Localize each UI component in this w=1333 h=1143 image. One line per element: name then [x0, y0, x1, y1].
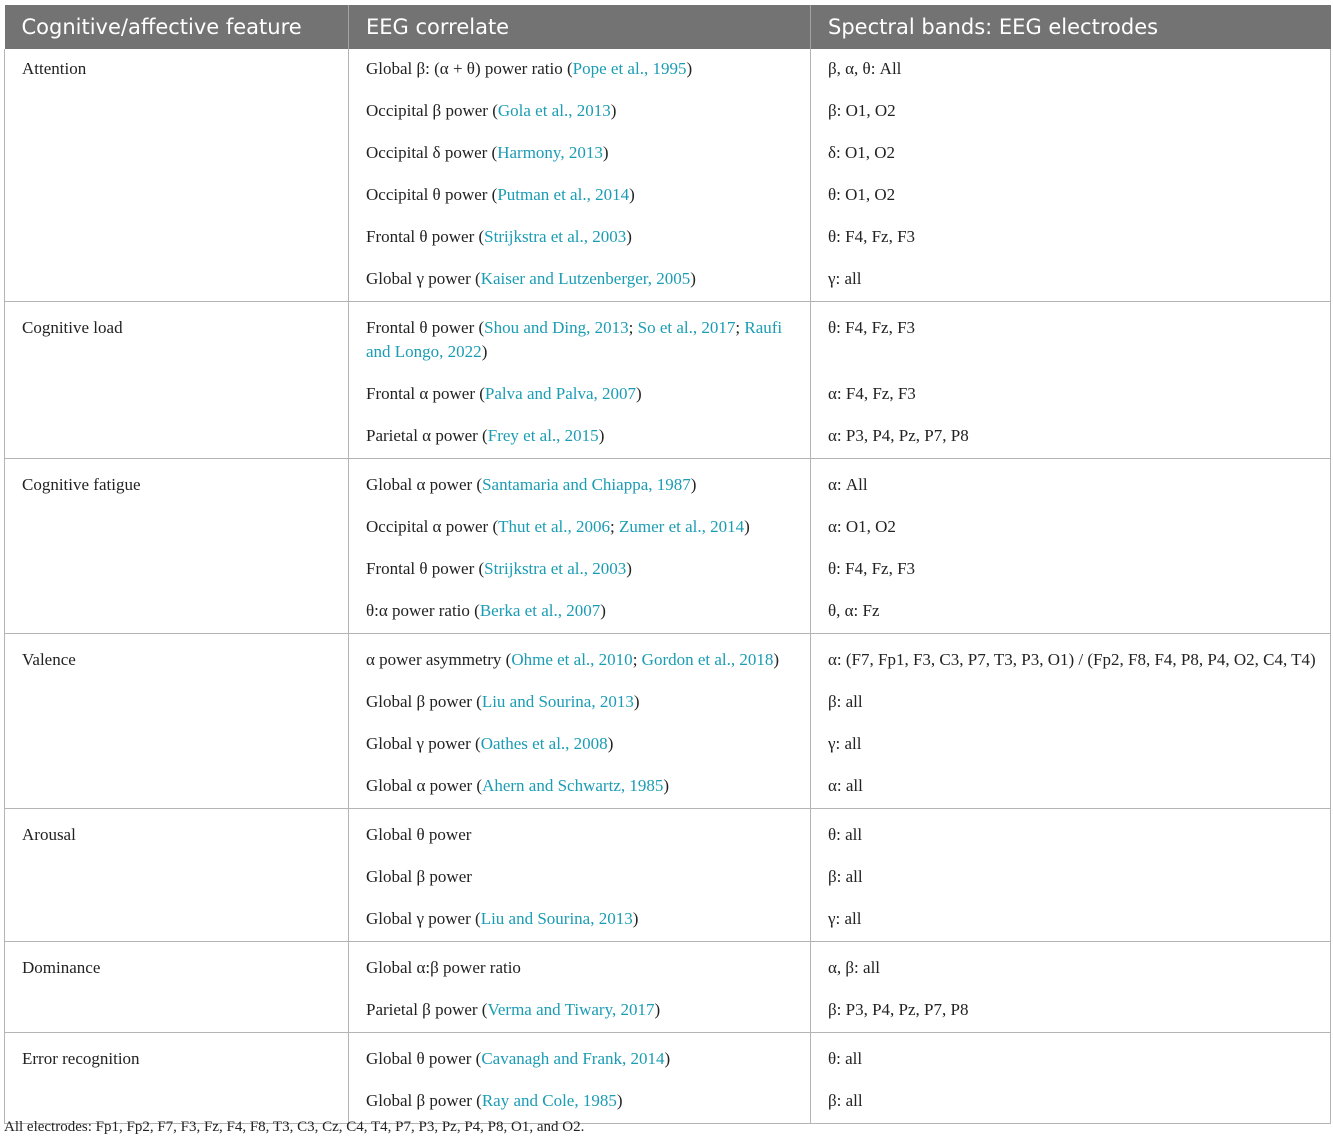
- correlate-text: Global γ power (: [366, 269, 481, 288]
- correlate-close: ): [744, 517, 750, 536]
- correlate-cell: [349, 990, 811, 1033]
- citation-separator: ;: [610, 517, 619, 536]
- spectral-bands-cell: θ: F4, Fz, F3: [811, 217, 1331, 259]
- feature-cell: [5, 217, 349, 259]
- correlate-text: Global θ power: [366, 825, 472, 844]
- citation-link[interactable]: Thut et al., 2006: [498, 517, 611, 536]
- feature-cell: Valence: [5, 634, 349, 683]
- correlate-close: ): [663, 776, 670, 795]
- correlate-cell: [349, 682, 811, 724]
- header-row: [5, 5, 1331, 49]
- correlate-text: Occipital δ power (: [366, 143, 498, 162]
- correlate-close: ): [632, 909, 639, 928]
- correlate-text: Frontal θ power (: [366, 227, 485, 246]
- table-row: [5, 634, 1331, 683]
- spectral-bands-cell: α, β: all: [811, 942, 1331, 991]
- correlate-cell: [349, 809, 811, 858]
- table-footnote: All electrodes: Fp1, Fp2, F7, F3, Fz, F4, F8, T3, C3, Cz, C4, T4, P7, P3, Pz, P4, P8, O1, and O2.: [4, 1119, 585, 1135]
- correlate-cell: [349, 634, 811, 683]
- citation-link[interactable]: Liu and Sourina, 2013: [481, 692, 634, 711]
- feature-cell: [5, 1081, 349, 1124]
- correlate-cell: [349, 549, 811, 591]
- citation-link[interactable]: Frey et al., 2015: [487, 426, 599, 445]
- correlate-close: ): [773, 650, 780, 669]
- correlate-text: Global γ power (: [366, 909, 481, 928]
- feature-cell: Error recognition: [5, 1033, 349, 1082]
- correlate-close: ): [616, 1091, 623, 1110]
- correlate-text: α power asymmetry (: [366, 650, 512, 669]
- citation-link[interactable]: Harmony, 2013: [497, 143, 603, 162]
- citation-separator: ;: [632, 650, 642, 669]
- table-row: [5, 1081, 1331, 1124]
- header-feature: Cognitive/affective feature: [5, 5, 349, 49]
- correlate-cell: [349, 1033, 811, 1082]
- correlate-cell: [349, 459, 811, 508]
- spectral-bands-cell: β: all: [811, 682, 1331, 724]
- correlate-text: Frontal θ power (: [366, 318, 485, 337]
- feature-cell: [5, 133, 349, 175]
- feature-cell: [5, 507, 349, 549]
- feature-cell: [5, 549, 349, 591]
- citation-separator: ;: [628, 318, 638, 337]
- spectral-bands-cell: α: all: [811, 766, 1331, 809]
- correlate-cell: [349, 91, 811, 133]
- table-body: [5, 49, 1331, 1124]
- feature-cell: [5, 724, 349, 766]
- feature-cell: [5, 857, 349, 899]
- spectral-bands-cell: δ: O1, O2: [811, 133, 1331, 175]
- correlate-cell: [349, 507, 811, 549]
- table-row: [5, 809, 1331, 858]
- citation-link[interactable]: Kaiser and Lutzenberger, 2005: [480, 269, 691, 288]
- correlate-text: Parietal α power (: [366, 426, 488, 445]
- citation-link[interactable]: Verma and Tiwary, 2017: [487, 1000, 655, 1019]
- spectral-bands-cell: β, α, θ: All: [811, 49, 1331, 91]
- correlate-text: Global α power (: [366, 475, 483, 494]
- citation-link[interactable]: Ray and Cole, 1985: [481, 1091, 617, 1110]
- correlate-text: Frontal α power (: [366, 384, 485, 403]
- citation-link[interactable]: Oathes et al., 2008: [480, 734, 608, 753]
- spectral-bands-cell: θ: O1, O2: [811, 175, 1331, 217]
- spectral-bands-cell: β: P3, P4, Pz, P7, P8: [811, 990, 1331, 1033]
- citation-link[interactable]: Cavanagh and Frank, 2014: [481, 1049, 665, 1068]
- correlate-close: ): [664, 1049, 671, 1068]
- spectral-bands-cell: α: P3, P4, Pz, P7, P8: [811, 416, 1331, 459]
- correlate-text: Global β power (: [366, 692, 482, 711]
- citation-link[interactable]: Ahern and Schwartz, 1985: [482, 776, 664, 795]
- correlate-close: ): [626, 227, 632, 246]
- table-row: [5, 459, 1331, 508]
- table-row: [5, 49, 1331, 91]
- table-row: [5, 416, 1331, 459]
- citation-link[interactable]: Santamaria and Chiappa, 1987: [482, 475, 691, 494]
- table-row: [5, 217, 1331, 259]
- correlate-cell: [349, 591, 811, 634]
- feature-cell: Arousal: [5, 809, 349, 858]
- spectral-bands-cell: θ, α: Fz: [811, 591, 1331, 634]
- correlate-close: ): [600, 601, 606, 620]
- citation-link[interactable]: Zumer et al., 2014: [619, 517, 745, 536]
- correlate-text: Global β power: [366, 867, 472, 886]
- correlate-text: Global β: (α + θ) power ratio (: [366, 59, 573, 78]
- citation-separator: ;: [735, 318, 745, 337]
- table-row: [5, 724, 1331, 766]
- citation-link[interactable]: Pope et al., 1995: [572, 59, 687, 78]
- correlate-close: ): [607, 734, 614, 753]
- feature-cell: Cognitive load: [5, 302, 349, 375]
- table-row: [5, 766, 1331, 809]
- table-row: [5, 591, 1331, 634]
- correlate-close: ): [626, 559, 632, 578]
- citation-link[interactable]: Shou and Ding, 2013: [484, 318, 629, 337]
- feature-cell: [5, 766, 349, 809]
- correlate-cell: [349, 766, 811, 809]
- correlate-cell: [349, 217, 811, 259]
- spectral-bands-cell: α: All: [811, 459, 1331, 508]
- correlate-text: Occipital θ power (: [366, 185, 498, 204]
- table-row: [5, 507, 1331, 549]
- table-row: [5, 175, 1331, 217]
- citation-link[interactable]: Gordon et al., 2018: [641, 650, 774, 669]
- spectral-bands-cell: γ: all: [811, 899, 1331, 942]
- table-row: [5, 549, 1331, 591]
- feature-cell: [5, 591, 349, 634]
- correlate-text: Parietal β power (: [366, 1000, 488, 1019]
- table-row: [5, 374, 1331, 416]
- spectral-bands-cell: α: F4, Fz, F3: [811, 374, 1331, 416]
- citation-link[interactable]: Strijkstra et al., 2003: [484, 227, 627, 246]
- citation-link[interactable]: Berka et al., 2007: [479, 601, 601, 620]
- correlate-cell: [349, 374, 811, 416]
- spectral-bands-cell: θ: F4, Fz, F3: [811, 302, 1331, 375]
- table-row: [5, 857, 1331, 899]
- header-spectral-bands: Spectral bands: EEG electrodes: [811, 5, 1331, 49]
- feature-cell: Dominance: [5, 942, 349, 991]
- feature-cell: [5, 374, 349, 416]
- correlate-text: Global γ power (: [366, 734, 481, 753]
- citation-link[interactable]: Ohme et al., 2010: [511, 650, 633, 669]
- citation-link[interactable]: Putman et al., 2014: [497, 185, 630, 204]
- citation-link[interactable]: Liu and Sourina, 2013: [480, 909, 633, 928]
- feature-cell: [5, 91, 349, 133]
- correlate-cell: [349, 1081, 811, 1124]
- spectral-bands-cell: γ: all: [811, 259, 1331, 302]
- table-row: [5, 302, 1331, 375]
- spectral-bands-cell: γ: all: [811, 724, 1331, 766]
- table-row: [5, 259, 1331, 302]
- header-eeg-correlate: EEG correlate: [349, 5, 811, 49]
- correlate-text: Global β power (: [366, 1091, 482, 1110]
- citation-link[interactable]: Palva and Palva, 2007: [484, 384, 637, 403]
- spectral-bands-cell: α: O1, O2: [811, 507, 1331, 549]
- correlate-close: ): [598, 426, 605, 445]
- citation-link[interactable]: Raufi and Longo, 2022: [366, 318, 783, 361]
- citation-link[interactable]: Gola et al., 2013: [497, 101, 611, 120]
- correlate-text: Global α power (: [366, 776, 483, 795]
- correlate-close: ): [602, 143, 609, 162]
- spectral-bands-cell: θ: F4, Fz, F3: [811, 549, 1331, 591]
- feature-cell: [5, 416, 349, 459]
- correlate-close: ): [481, 342, 488, 361]
- correlate-cell: [349, 175, 811, 217]
- correlate-close: ): [686, 59, 693, 78]
- spectral-bands-cell: β: all: [811, 1081, 1331, 1124]
- correlate-text: Global α:β power ratio: [366, 958, 521, 977]
- correlate-cell: [349, 899, 811, 942]
- correlate-cell: [349, 857, 811, 899]
- feature-cell: [5, 990, 349, 1033]
- table-row: [5, 899, 1331, 942]
- table-header: [5, 5, 1331, 49]
- table-row: [5, 133, 1331, 175]
- eeg-correlates-table: [4, 5, 1331, 1124]
- table-row: [5, 682, 1331, 724]
- correlate-cell: [349, 724, 811, 766]
- spectral-bands-cell: α: (F7, Fp1, F3, C3, P7, T3, P3, O1) / (Fp2, F8, F4, P8, P4, O2, C4, T4): [811, 634, 1331, 683]
- spectral-bands-cell: θ: all: [811, 809, 1331, 858]
- feature-cell: [5, 682, 349, 724]
- feature-cell: [5, 899, 349, 942]
- correlate-close: ): [636, 384, 642, 403]
- correlate-text: Global θ power (: [366, 1049, 482, 1068]
- correlate-cell: [349, 133, 811, 175]
- table-row: [5, 990, 1331, 1033]
- table-row: [5, 91, 1331, 133]
- correlate-cell: [349, 416, 811, 459]
- table-row: [5, 942, 1331, 991]
- feature-cell: [5, 259, 349, 302]
- correlate-cell: [349, 302, 811, 375]
- correlate-text: Occipital α power (: [366, 517, 499, 536]
- correlate-text: Frontal θ power (: [366, 559, 485, 578]
- correlate-text: Occipital β power (: [366, 101, 498, 120]
- table-row: [5, 1033, 1331, 1082]
- citation-link[interactable]: Strijkstra et al., 2003: [484, 559, 627, 578]
- correlate-cell: [349, 942, 811, 991]
- feature-cell: Cognitive fatigue: [5, 459, 349, 508]
- correlate-close: ): [690, 269, 696, 288]
- correlate-close: ): [654, 1000, 661, 1019]
- correlate-close: ): [610, 101, 617, 120]
- correlate-text: θ:α power ratio (: [366, 601, 480, 620]
- correlate-close: ): [629, 185, 635, 204]
- correlate-cell: [349, 49, 811, 91]
- correlate-close: ): [633, 692, 640, 711]
- spectral-bands-cell: β: all: [811, 857, 1331, 899]
- spectral-bands-cell: θ: all: [811, 1033, 1331, 1082]
- feature-cell: Attention: [5, 49, 349, 91]
- correlate-cell: [349, 259, 811, 302]
- spectral-bands-cell: β: O1, O2: [811, 91, 1331, 133]
- correlate-close: ): [690, 475, 697, 494]
- feature-cell: [5, 175, 349, 217]
- citation-link[interactable]: So et al., 2017: [637, 318, 736, 337]
